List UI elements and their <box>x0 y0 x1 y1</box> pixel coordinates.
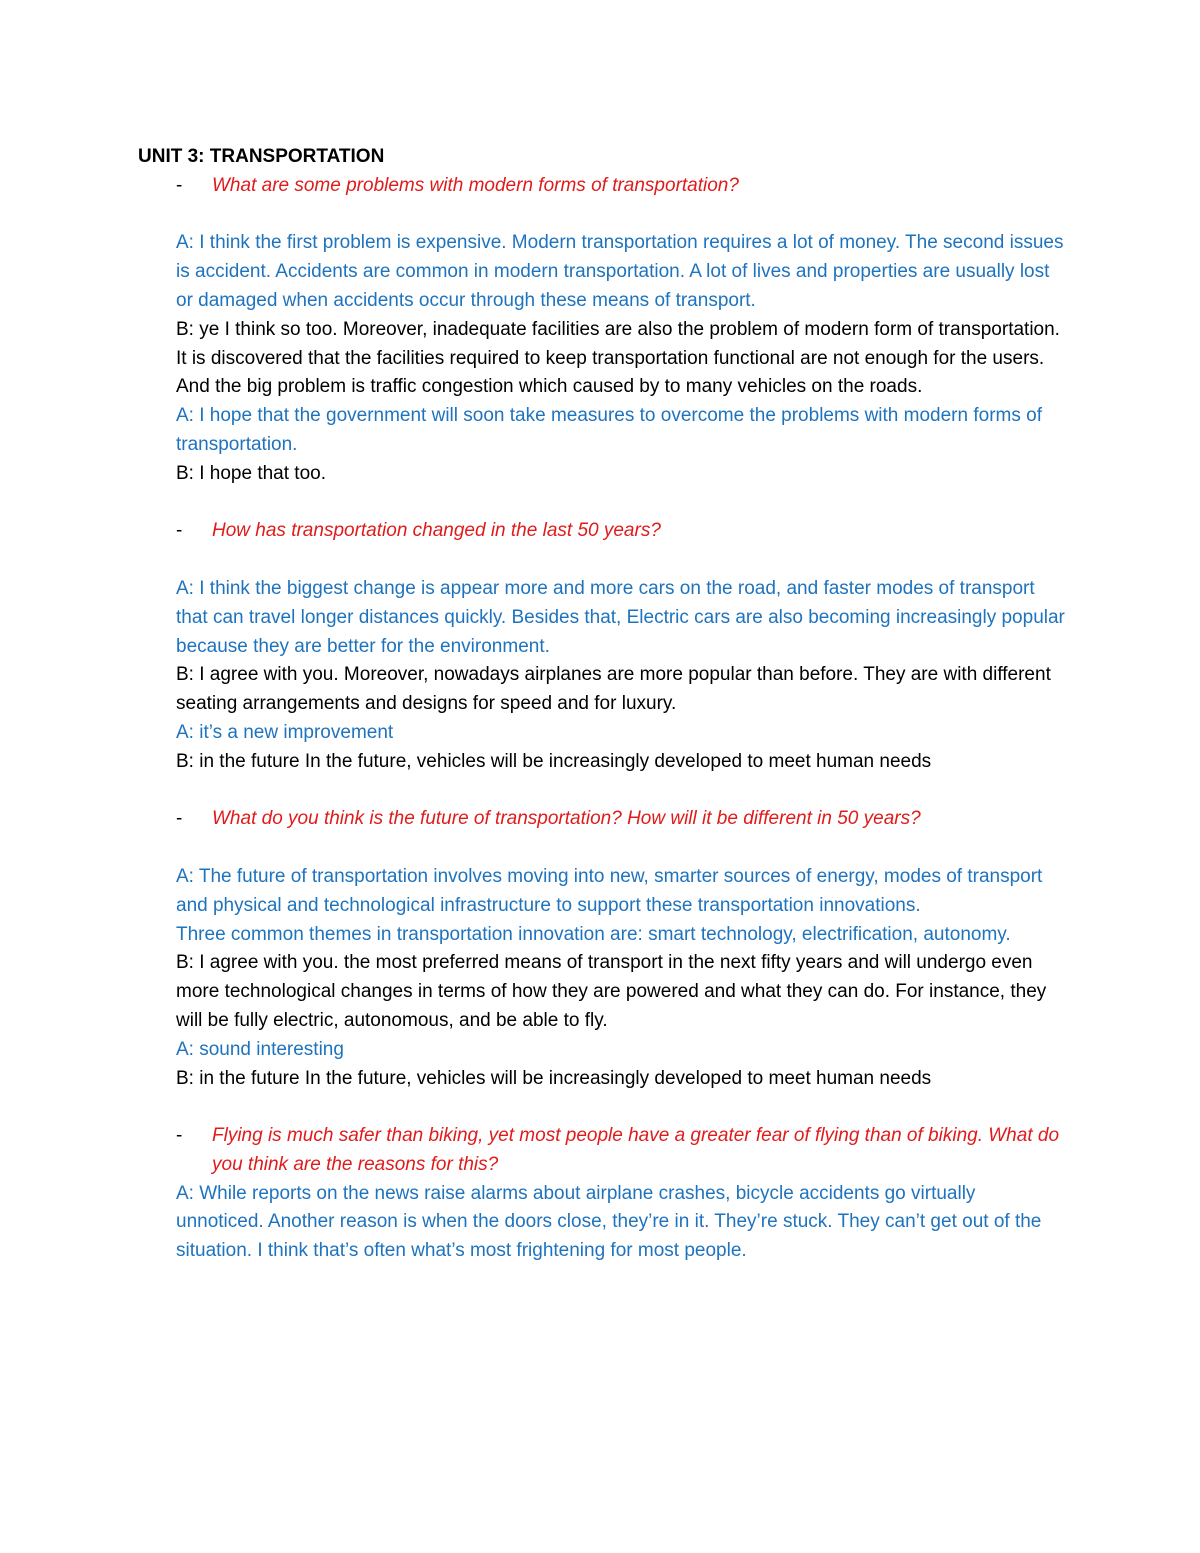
section-1 <box>138 172 1068 489</box>
question-text: What are some problems with modern forms of transportation? <box>212 174 739 196</box>
bullet-dash: - <box>176 1125 183 1147</box>
dialogue-line: A: I hope that the government will soon take measures to overcome the problems with modern forms of transportation. <box>176 405 1042 455</box>
page-title: UNIT 3: TRANSPORTATION <box>138 146 385 167</box>
dialogue-line: A: sound interesting <box>176 1038 344 1060</box>
dialogue-line: B: I agree with you. Moreover, nowadays airplanes are more popular than before. They are with different seating arrangements and designs for speed and for luxury. <box>176 664 1051 715</box>
question-1 <box>138 172 1068 201</box>
bullet-dash: - <box>176 808 183 830</box>
question-3 <box>138 805 1068 834</box>
dialogue-line: Three common themes in transportation innovation are: smart technology, electrification, autonomy. <box>176 923 1011 945</box>
question-text: What do you think is the future of transportation? How will it be different in 50 years? <box>212 808 921 830</box>
section-4 <box>138 1122 1068 1266</box>
dialogue-line: A: I think the first problem is expensive. Modern transportation requires a lot of money. The second issues is accident. Accidents are common in modern transportation. A lot of lives and properties are usually lost or damaged when accidents occur through these means of transport. <box>176 232 1064 311</box>
dialogue-line: A: I think the biggest change is appear more and more cars on the road, and faster modes of transport that can travel longer distances quickly. Besides that, Electric cars are also becoming increasingly popular because they are better for the environment. <box>176 577 1065 657</box>
question-4 <box>138 1122 1068 1180</box>
dialogue-line: B: in the future In the future, vehicles will be increasingly developed to meet human needs <box>176 1067 932 1089</box>
dialogue-line: B: I hope that too. <box>176 462 326 484</box>
dialogue-line: A: The future of transportation involves moving into new, smarter sources of energy, modes of transport and physical and technological infrastructure to support these transportation innovations. <box>176 865 1043 916</box>
dialogue-line: B: ye I think so too. Moreover, inadequate facilities are also the problem of modern form of transportation. It is discovered that the facilities required to keep transportation functional are not enough for the users. And the big problem is traffic congestion which caused by to many vehicles on the roads. <box>176 318 1060 398</box>
question-2 <box>138 517 1068 546</box>
bullet-dash: - <box>176 520 183 542</box>
bullet-dash: - <box>176 174 183 196</box>
dialogue-line: B: I agree with you. the most preferred means of transport in the next fifty years and will undergo even more technological changes in terms of how they are powered and what they can do. For instance, they will be fully electric, autonomous, and be able to fly. <box>176 952 1047 1031</box>
section-3 <box>138 805 1068 1093</box>
dialogue-line: A: While reports on the news raise alarms about airplane crashes, bicycle accidents go virtually unnoticed. Another reason is when the doors close, they’re in it. They’re stuck. They can’t get out of the situation. I think that’s often what’s most frightening for most people. <box>176 1182 1042 1262</box>
section-2 <box>138 517 1068 776</box>
dialogue-line: A: it’s a new improvement <box>176 721 394 743</box>
question-text: How has transportation changed in the last 50 years? <box>212 520 661 542</box>
question-text: Flying is much safer than biking, yet most people have a greater fear of flying than of biking. What do you think are the reasons for this? <box>212 1125 1060 1175</box>
document-page <box>138 143 1068 1266</box>
dialogue-line: B: in the future In the future, vehicles will be increasingly developed to meet human needs <box>176 750 932 772</box>
